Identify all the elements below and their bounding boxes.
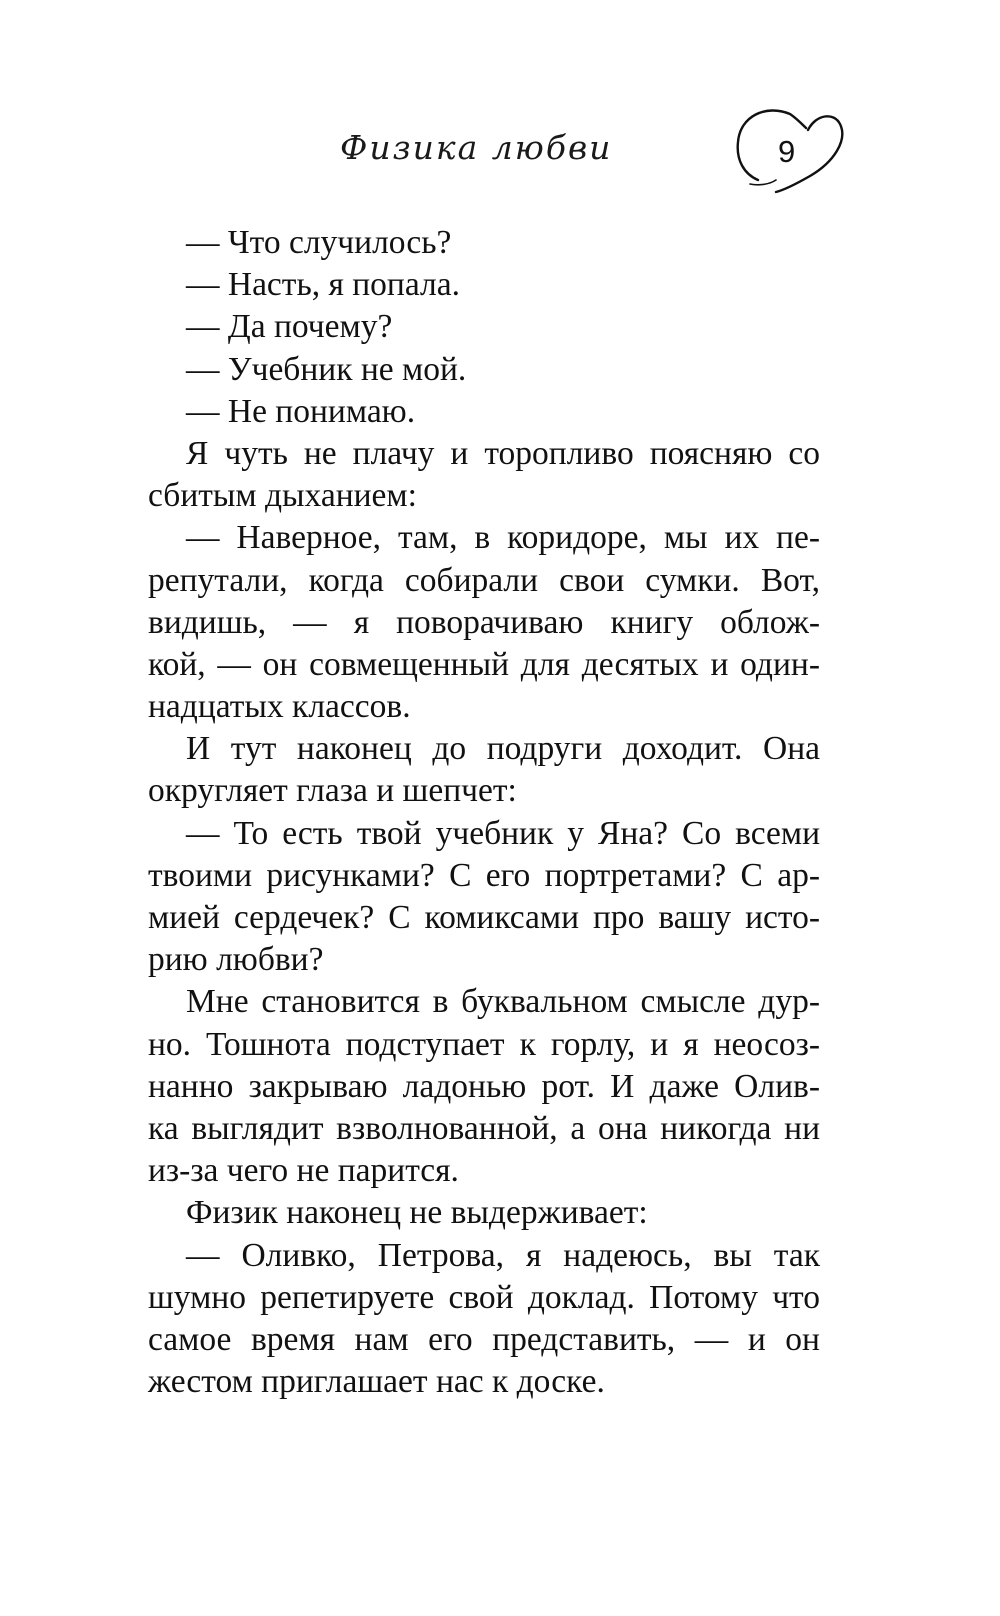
text-line: жестом приглашает нас к доске. <box>148 1363 605 1401</box>
text-line: — Учебник не мой. <box>186 350 467 388</box>
text-line: нанно закрываю ладонью рот. И даже Олив- <box>148 1067 820 1105</box>
text-line: — Насть, я попала. <box>186 266 460 304</box>
text-line: Мне становится в буквальном смысле дур- <box>186 983 820 1021</box>
page-number-badge <box>730 100 850 210</box>
text-line: — Что случилось? <box>186 224 452 261</box>
text-line: округляет глаза и шепчет: <box>148 772 517 810</box>
text-line: твоими рисунками? С его портретами? С ар- <box>148 856 820 894</box>
text-line: но. Тошнота подступает к горлу, и я неосоз- <box>148 1025 820 1063</box>
text-line: Физик наконец не выдерживает: <box>186 1194 648 1232</box>
text-line: — Да почему? <box>186 308 393 346</box>
running-title: Физика любви <box>340 128 613 167</box>
text-line: из-за чего не парится. <box>148 1152 459 1190</box>
text-line: — Оливко, Петрова, я надеюсь, вы так <box>186 1236 820 1274</box>
text-line: — Наверное, там, в коридоре, мы их пе- <box>186 519 820 557</box>
text-line: видишь, — я поворачиваю книгу облож- <box>148 603 820 641</box>
text-line: сбитым дыханием: <box>148 477 417 515</box>
text-line: рию любви? <box>148 941 324 979</box>
text-line: Я чуть не плачу и торопливо поясняю со <box>186 434 820 472</box>
text-line: шумно репетируете свой доклад. Потому что <box>148 1278 820 1316</box>
text-line: кой, — он совмещенный для десятых и один- <box>148 645 820 683</box>
text-line: И тут наконец до подруги доходит. Она <box>186 730 820 768</box>
text-line: мией сердечек? С комиксами про вашу исто- <box>148 899 820 936</box>
text-line: репутали, когда собирали свои сумки. Вот, <box>148 561 820 599</box>
text-line: самое время нам его представить, — и он <box>148 1320 820 1358</box>
body-text <box>148 222 820 1403</box>
text-line: надцатых классов. <box>148 688 411 726</box>
text-line: — Не понимаю. <box>186 392 416 430</box>
text-line: — То есть твой учебник у Яна? Со всеми <box>186 814 820 852</box>
page-number: 9 <box>778 134 796 169</box>
text-line: ка выглядит взволнованной, а она никогда ни <box>148 1109 820 1147</box>
